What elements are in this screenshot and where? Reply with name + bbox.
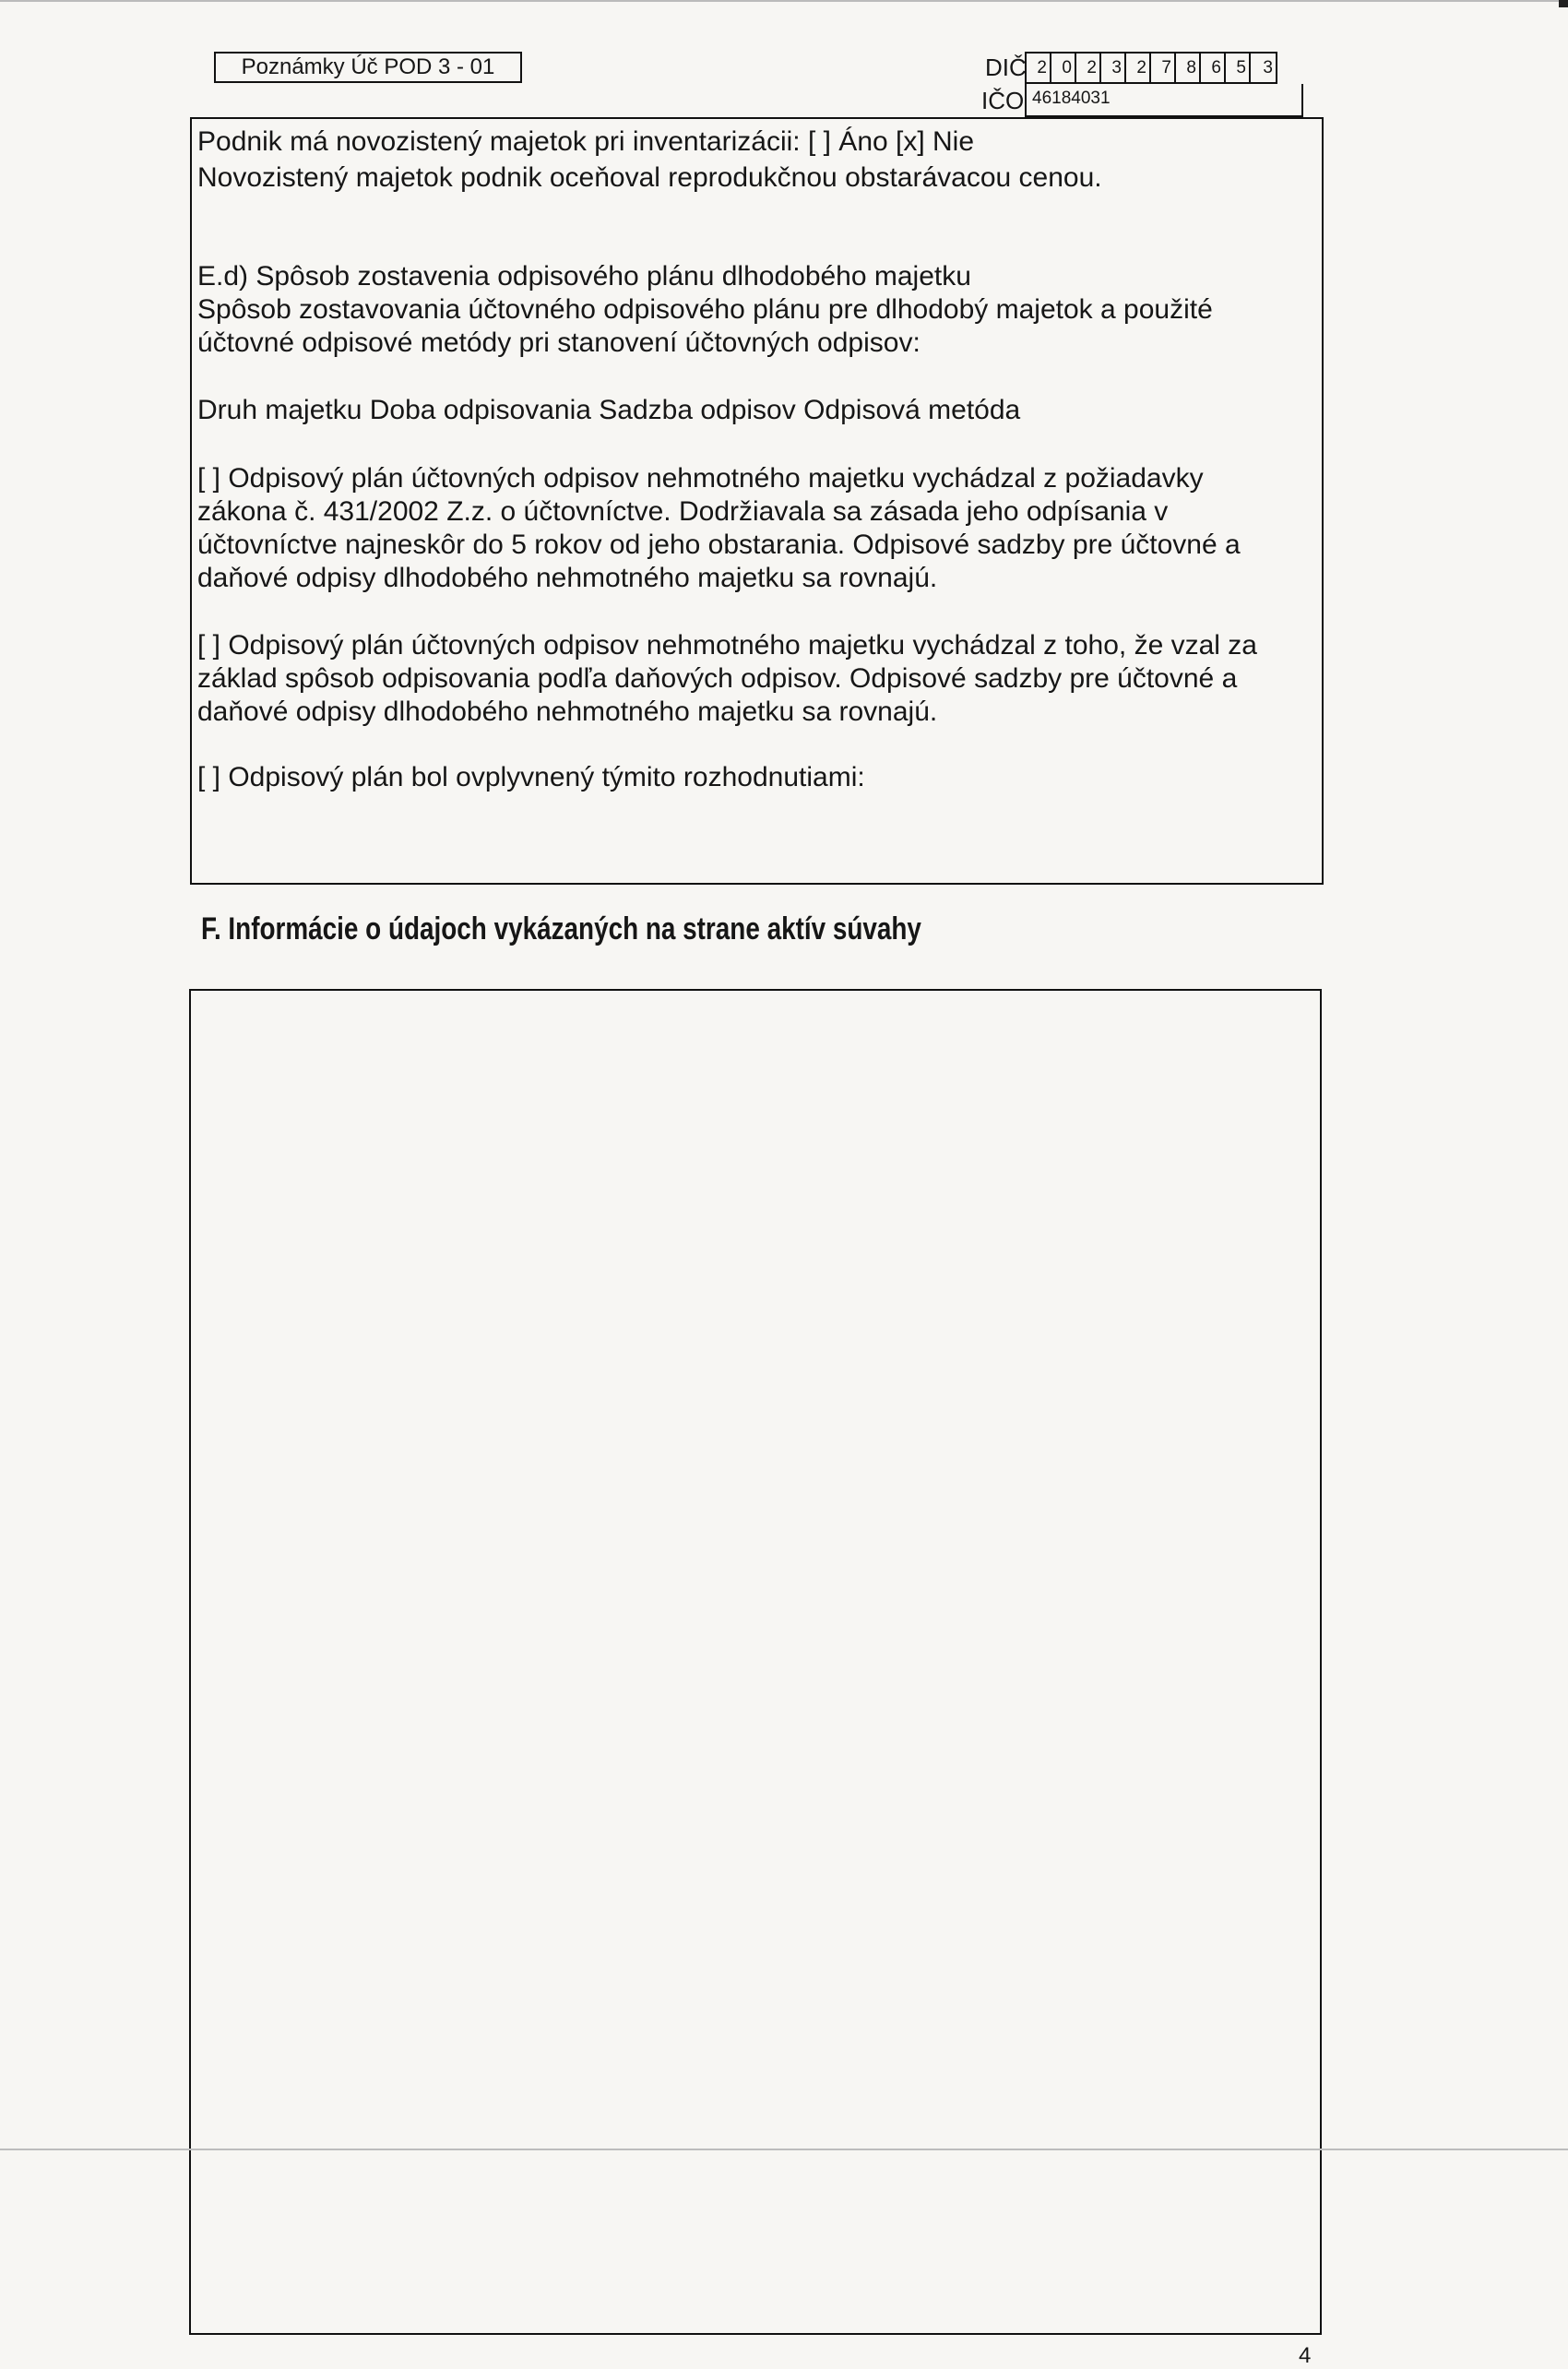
dic-digit: 3 [1263,58,1273,77]
scan-corner-mark [1559,0,1568,7]
ico-value: 46184031 [1025,84,1303,117]
dic-digit-boxes [1025,52,1277,84]
paragraph-line: účtovné odpisové metódy pri stanovení účtovných odpisov: [197,327,921,358]
section-f-heading: F. Informácie o údajoch vykázaných na strane aktív súvahy [201,911,921,946]
paragraph-line: daňové odpisy dlhodobého nehmotného majetku sa rovnajú. [197,696,938,727]
paragraph-line: účtovníctve najneskôr do 5 rokov od jeho obstarania. Odpisové sadzby pre účtovné a [197,530,1241,560]
new-assets-inventory-line: Podnik má novozistený majetok pri inventarizácii: [ ] Áno [x] Nie [197,126,975,157]
section-f-content-box [189,989,1322,2335]
dic-digit: 3 [1101,54,1126,82]
dic-digit: 6 [1201,54,1226,82]
dic-digit: 5 [1226,54,1251,82]
paragraph-line: [ ] Odpisový plán účtovných odpisov nehmotného majetku vychádzal z toho, že vzal za [197,630,1257,661]
paragraph-line: Spôsob zostavovania účtovného odpisového plánu pre dlhodobý majetok a použité [197,294,1213,325]
depreciation-table-header: Druh majetku Doba odpisovania Sadzba odpisov Odpisová metóda [197,395,1021,425]
paragraph-line: daňové odpisy dlhodobého nehmotného majetku sa rovnajú. [197,563,938,593]
ico-label: IČO [981,87,1025,114]
dic-digit: 2 [1126,54,1151,82]
form-title: Poznámky Úč POD 3 - 01 [214,52,522,83]
dic-digit: 7 [1151,54,1176,82]
page-number: 4 [1299,2343,1312,2368]
paragraph-line: základ spôsob odpisovania podľa daňových odpisov. Odpisové sadzby pre účtovné a [197,663,1238,694]
dic-digit: 0 [1051,54,1076,82]
new-assets-valuation-line: Novozistený majetok podnik oceňoval reprodukčnou obstarávacou cenou. [197,162,1102,193]
paragraph-line: [ ] Odpisový plán bol ovplyvnený týmito rozhodnutiami: [197,762,865,792]
dic-digit: 2 [1076,54,1101,82]
section-ed-heading: E.d) Spôsob zostavenia odpisového plánu dlhodobého majetku [197,261,971,292]
dic-digit: 2 [1027,54,1051,82]
scan-bottom-edge [0,2149,1568,2150]
scan-top-edge [0,0,1568,2]
dic-digit: 8 [1176,54,1201,82]
dic-label: DIČ [985,54,1027,81]
paragraph-line: zákona č. 431/2002 Z.z. o účtovníctve. Dodržiavala sa zásada jeho odpísania v [197,496,1169,527]
paragraph-line: [ ] Odpisový plán účtovných odpisov nehmotného majetku vychádzal z požiadavky [197,463,1204,494]
